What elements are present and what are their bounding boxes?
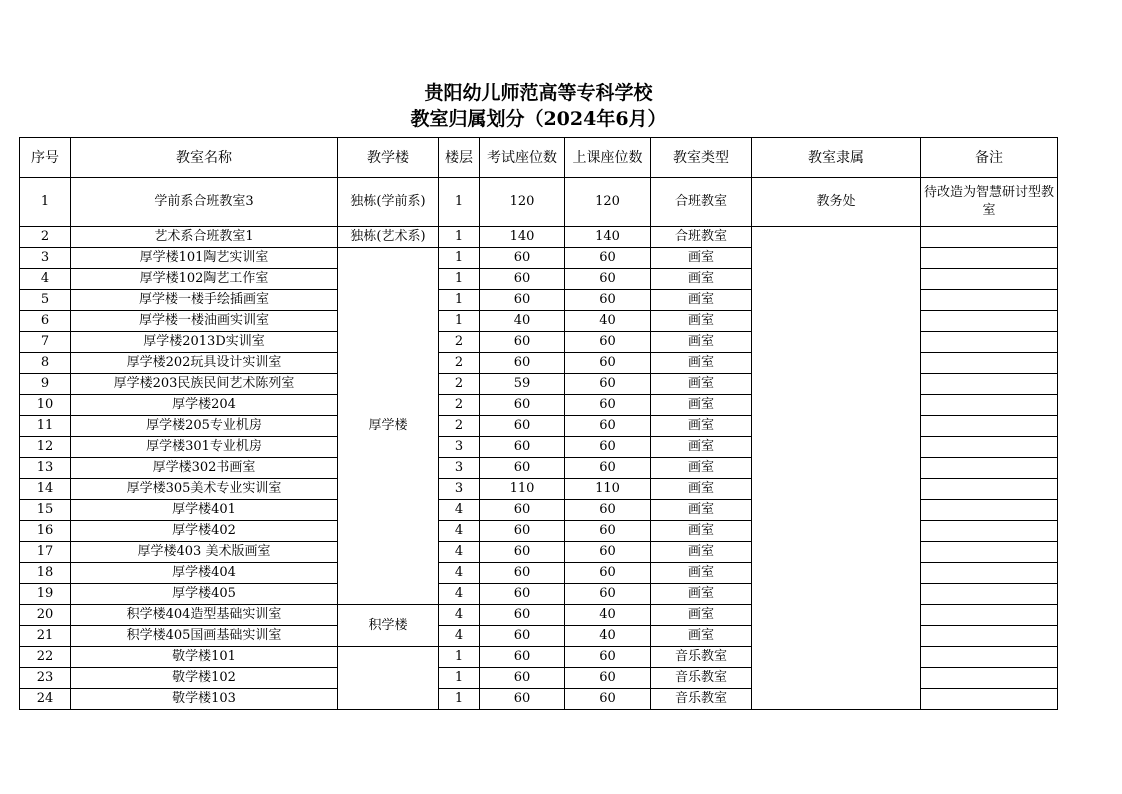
row-no: 22 (20, 647, 71, 668)
row-class-seats: 60 (565, 689, 651, 710)
row-room-name: 敬学楼101 (71, 647, 338, 668)
row-note-empty (921, 458, 1058, 479)
row-floor: 2 (439, 395, 480, 416)
row-room-type: 合班教室 (651, 178, 752, 227)
row-class-seats: 60 (565, 248, 651, 269)
row-note-empty (921, 395, 1058, 416)
row-note-empty (921, 647, 1058, 668)
row-no: 16 (20, 521, 71, 542)
row-room-name: 厚学楼403 美术版画室 (71, 542, 338, 563)
row-room-type: 画室 (651, 395, 752, 416)
row-class-seats: 40 (565, 605, 651, 626)
row-floor: 4 (439, 584, 480, 605)
row-exam-seats: 60 (480, 269, 565, 290)
row-no: 3 (20, 248, 71, 269)
row-floor: 4 (439, 521, 480, 542)
row-room-name: 学前系合班教室3 (71, 178, 338, 227)
row-note-empty (921, 353, 1058, 374)
row-note-empty (921, 290, 1058, 311)
row-room-type: 画室 (651, 311, 752, 332)
row-floor: 3 (439, 437, 480, 458)
row-room-name: 敬学楼102 (71, 668, 338, 689)
row-no: 20 (20, 605, 71, 626)
header-note: 备注 (921, 138, 1058, 178)
row-exam-seats: 60 (480, 626, 565, 647)
row-floor: 1 (439, 248, 480, 269)
row-room-name: 积学楼405国画基础实训室 (71, 626, 338, 647)
row-exam-seats: 60 (480, 353, 565, 374)
row-floor: 2 (439, 374, 480, 395)
row-note-empty (921, 626, 1058, 647)
row-note-empty (921, 416, 1058, 437)
document-title: 贵阳幼儿师范高等专科学校 (424, 82, 653, 104)
header-no: 序号 (20, 138, 71, 178)
row-class-seats: 60 (565, 647, 651, 668)
row-exam-seats: 60 (480, 605, 565, 626)
row-class-seats: 60 (565, 290, 651, 311)
row-note-empty (921, 689, 1058, 710)
row-note-empty (921, 437, 1058, 458)
row-room-type: 画室 (651, 353, 752, 374)
row-building: 积学楼 (338, 605, 439, 647)
row-note-empty (921, 500, 1058, 521)
row-exam-seats: 60 (480, 437, 565, 458)
row-note-empty (921, 479, 1058, 500)
row-floor: 4 (439, 563, 480, 584)
row-no: 13 (20, 458, 71, 479)
row-room-type: 画室 (651, 458, 752, 479)
row-note-empty (921, 248, 1058, 269)
row-floor: 4 (439, 626, 480, 647)
row-exam-seats: 60 (480, 563, 565, 584)
row-no: 5 (20, 290, 71, 311)
row-room-name: 积学楼404造型基础实训室 (71, 605, 338, 626)
row-no: 4 (20, 269, 71, 290)
row-floor: 3 (439, 458, 480, 479)
row-exam-seats: 40 (480, 311, 565, 332)
row-room-name: 厚学楼404 (71, 563, 338, 584)
row-floor: 1 (439, 290, 480, 311)
row-no: 15 (20, 500, 71, 521)
row-no: 23 (20, 668, 71, 689)
row-room-type: 合班教室 (651, 227, 752, 248)
row-no: 19 (20, 584, 71, 605)
row-no: 1 (20, 178, 71, 227)
row-class-seats: 60 (565, 458, 651, 479)
row-class-seats: 60 (565, 563, 651, 584)
row-building: 独栋(艺术系) (338, 227, 439, 248)
row-room-name: 厚学楼405 (71, 584, 338, 605)
row-room-name: 厚学楼205专业机房 (71, 416, 338, 437)
row-room-name: 厚学楼203民族民间艺术陈列室 (71, 374, 338, 395)
row-note-empty (921, 584, 1058, 605)
row-room-type: 音乐教室 (651, 647, 752, 668)
row-exam-seats: 60 (480, 395, 565, 416)
row-floor: 3 (439, 479, 480, 500)
row-note-empty (921, 269, 1058, 290)
row-room-type: 画室 (651, 521, 752, 542)
row-room-name: 厚学楼2013D实训室 (71, 332, 338, 353)
row-no: 9 (20, 374, 71, 395)
row-room-name: 厚学楼102陶艺工作室 (71, 269, 338, 290)
row-no: 18 (20, 563, 71, 584)
row-room-name: 厚学楼101陶艺实训室 (71, 248, 338, 269)
row-class-seats: 60 (565, 437, 651, 458)
row-room-type: 画室 (651, 290, 752, 311)
row-floor: 2 (439, 353, 480, 374)
row-room-type: 画室 (651, 542, 752, 563)
row-no: 6 (20, 311, 71, 332)
row-exam-seats: 110 (480, 479, 565, 500)
row-exam-seats: 120 (480, 178, 565, 227)
table-row (20, 227, 1058, 248)
row-floor: 1 (439, 178, 480, 227)
row-class-seats: 60 (565, 395, 651, 416)
row-class-seats: 60 (565, 584, 651, 605)
row-exam-seats: 60 (480, 332, 565, 353)
row-note-empty (921, 521, 1058, 542)
header-exam-seats: 考试座位数 (480, 138, 565, 178)
row-class-seats: 60 (565, 500, 651, 521)
row-exam-seats: 60 (480, 542, 565, 563)
row-room-name: 厚学楼204 (71, 395, 338, 416)
row-class-seats: 60 (565, 353, 651, 374)
row-room-name: 厚学楼一楼手绘插画室 (71, 290, 338, 311)
row-floor: 1 (439, 269, 480, 290)
row-exam-seats: 60 (480, 290, 565, 311)
row-class-seats: 60 (565, 332, 651, 353)
row-room-name: 厚学楼一楼油画实训室 (71, 311, 338, 332)
row-no: 8 (20, 353, 71, 374)
header-floor: 楼层 (439, 138, 480, 178)
row-floor: 1 (439, 668, 480, 689)
header-type: 教室类型 (651, 138, 752, 178)
row-class-seats: 60 (565, 269, 651, 290)
row-floor: 4 (439, 542, 480, 563)
row-no: 11 (20, 416, 71, 437)
row-class-seats: 120 (565, 178, 651, 227)
row-class-seats: 60 (565, 416, 651, 437)
row-floor: 1 (439, 227, 480, 248)
row-building-empty (338, 647, 439, 710)
row-room-type: 画室 (651, 437, 752, 458)
row-exam-seats: 60 (480, 521, 565, 542)
row-exam-seats: 60 (480, 458, 565, 479)
row-no: 14 (20, 479, 71, 500)
row-room-type: 音乐教室 (651, 668, 752, 689)
row-exam-seats: 59 (480, 374, 565, 395)
row-floor: 4 (439, 500, 480, 521)
row-class-seats: 60 (565, 542, 651, 563)
row-affiliation: 教务处 (752, 178, 921, 227)
row-room-name: 厚学楼302书画室 (71, 458, 338, 479)
header-affiliation: 教室隶属 (752, 138, 921, 178)
row-note-empty (921, 227, 1058, 248)
row-floor: 1 (439, 311, 480, 332)
row-no: 12 (20, 437, 71, 458)
row-room-type: 画室 (651, 374, 752, 395)
header-row (20, 138, 1058, 178)
row-room-type: 画室 (651, 416, 752, 437)
row-no: 21 (20, 626, 71, 647)
row-floor: 2 (439, 416, 480, 437)
row-room-type: 画室 (651, 500, 752, 521)
row-note-empty (921, 374, 1058, 395)
header-building: 教学楼 (338, 138, 439, 178)
row-room-type: 画室 (651, 332, 752, 353)
row-room-type: 画室 (651, 584, 752, 605)
row-floor: 2 (439, 332, 480, 353)
header-class-seats: 上课座位数 (565, 138, 651, 178)
row-room-type: 音乐教室 (651, 689, 752, 710)
row-note: 待改造为智慧研讨型教室 (921, 178, 1058, 227)
row-exam-seats: 60 (480, 416, 565, 437)
row-room-name: 厚学楼202玩具设计实训室 (71, 353, 338, 374)
row-room-name: 厚学楼402 (71, 521, 338, 542)
row-class-seats: 60 (565, 374, 651, 395)
row-note-empty (921, 668, 1058, 689)
row-exam-seats: 140 (480, 227, 565, 248)
row-building: 厚学楼 (338, 248, 439, 605)
row-building: 独栋(学前系) (338, 178, 439, 227)
row-exam-seats: 60 (480, 689, 565, 710)
classroom-table (19, 137, 1058, 710)
table-row (20, 178, 1058, 227)
row-exam-seats: 60 (480, 584, 565, 605)
row-class-seats: 60 (565, 521, 651, 542)
row-room-type: 画室 (651, 479, 752, 500)
row-note-empty (921, 332, 1058, 353)
row-floor: 1 (439, 689, 480, 710)
row-no: 7 (20, 332, 71, 353)
row-exam-seats: 60 (480, 248, 565, 269)
row-room-type: 画室 (651, 605, 752, 626)
row-note-empty (921, 563, 1058, 584)
row-note-empty (921, 311, 1058, 332)
row-floor: 1 (439, 647, 480, 668)
document-subtitle: 教室归属划分（2024年6月） (410, 108, 667, 130)
row-room-name: 厚学楼401 (71, 500, 338, 521)
row-room-name: 敬学楼103 (71, 689, 338, 710)
row-room-type: 画室 (651, 626, 752, 647)
row-room-name: 厚学楼301专业机房 (71, 437, 338, 458)
header-name: 教室名称 (71, 138, 338, 178)
row-floor: 4 (439, 605, 480, 626)
row-note-empty (921, 542, 1058, 563)
row-room-type: 画室 (651, 269, 752, 290)
row-class-seats: 60 (565, 668, 651, 689)
row-class-seats: 140 (565, 227, 651, 248)
row-note-empty (921, 605, 1058, 626)
row-affiliation-empty (752, 227, 921, 710)
row-exam-seats: 60 (480, 647, 565, 668)
row-no: 24 (20, 689, 71, 710)
row-no: 10 (20, 395, 71, 416)
row-no: 17 (20, 542, 71, 563)
row-class-seats: 110 (565, 479, 651, 500)
row-room-name: 艺术系合班教室1 (71, 227, 338, 248)
row-no: 2 (20, 227, 71, 248)
row-class-seats: 40 (565, 311, 651, 332)
row-exam-seats: 60 (480, 500, 565, 521)
row-room-name: 厚学楼305美术专业实训室 (71, 479, 338, 500)
row-class-seats: 40 (565, 626, 651, 647)
row-room-type: 画室 (651, 248, 752, 269)
row-exam-seats: 60 (480, 668, 565, 689)
row-room-type: 画室 (651, 563, 752, 584)
